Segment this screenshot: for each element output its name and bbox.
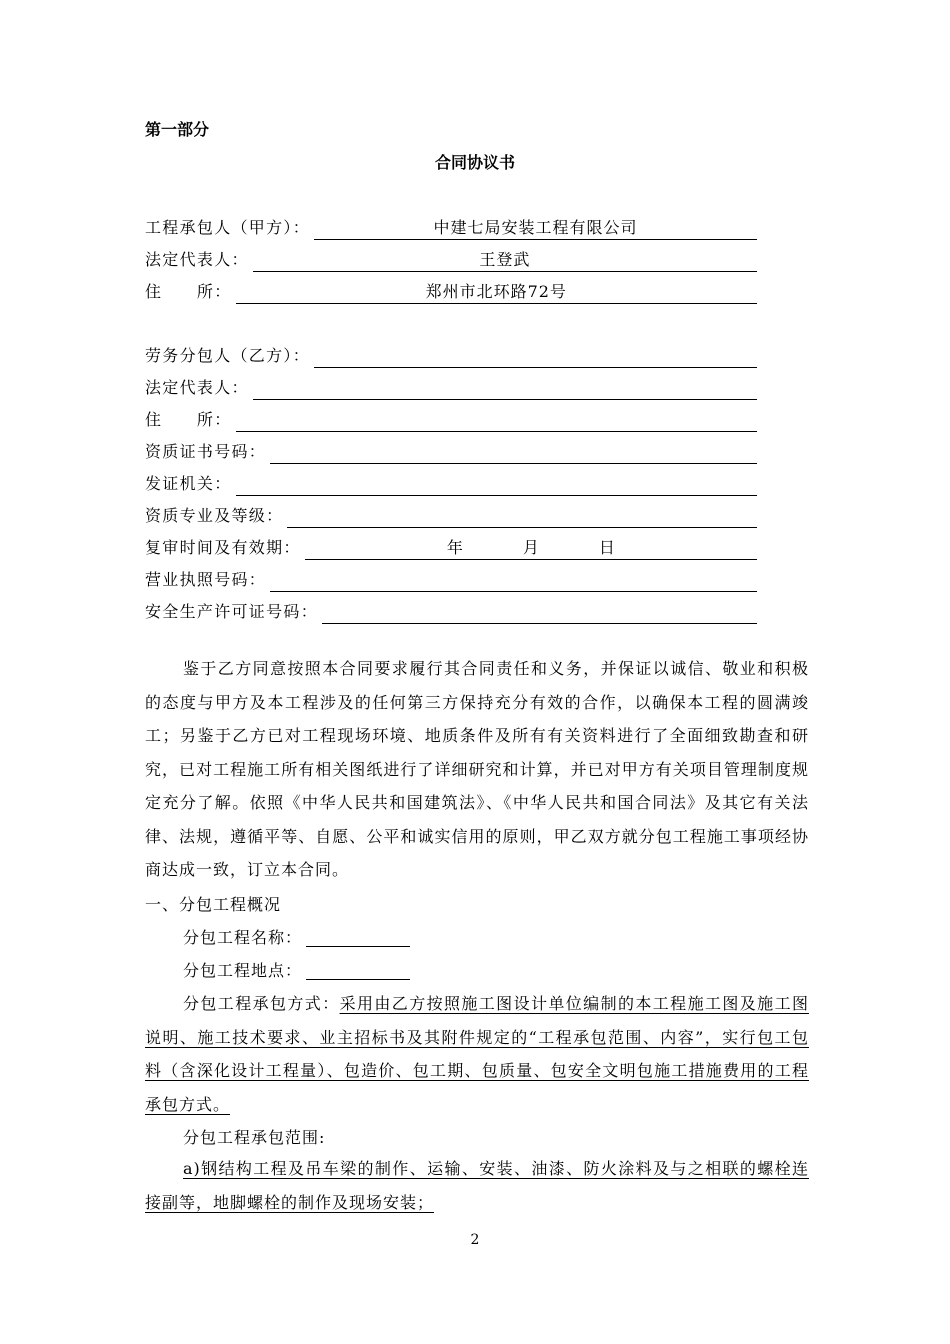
project-location-row [183,958,410,981]
date-year: 年 [446,538,463,557]
page-number: 2 [470,1232,480,1248]
field-label: 安全生产许可证号码： [145,602,319,621]
field-label: 法定代表人： [145,250,249,269]
field-line[interactable] [236,281,757,304]
field-line[interactable] [253,377,757,400]
field-issuer [145,472,757,496]
field-contractor [145,216,757,240]
field-label: 资质证书号码： [145,442,267,461]
field-address-b [145,408,757,432]
field-address-a [145,280,757,304]
field-line[interactable] [322,601,757,624]
field-license-no [145,568,757,592]
field-value: 郑州市北环路72号 [425,282,567,301]
project-location-label: 分包工程地点： [183,961,303,980]
field-legal-rep-b [145,376,757,400]
field-safety-license [145,600,757,624]
field-label: 住 所： [145,410,232,429]
field-label: 法定代表人： [145,378,249,397]
field-subcontractor [145,344,757,368]
preamble-paragraph: 鉴于乙方同意按照本合同要求履行其合同责任和义务，并保证以诚信、敬业和积极的态度与甲方及本工程涉及的任何第三方保持充分有效的合作，以确保本工程的圆满竣工；另鉴于乙方已对工程现场环境、地质条件及所有有关资料进行了全面细致勘查和研究，已对工程施工所有相关图纸进行了详细研究和计算，并已对甲方有关项目管理制度规定充分了解。依照《中华人民共和国建筑法》、《中华人民共和国合同法》及其它有关法律、法规，遵循平等、自愿、公平和诚实信用的原则，甲乙双方就分包工程施工事项经协商达成一致，订立本合同。 [145,659,809,879]
date-month: 月 [522,538,539,557]
project-name-row [183,925,410,948]
field-line[interactable] [253,249,757,272]
scope-a-text: a)钢结构工程及吊车梁的制作、运输、安装、油漆、防火涂料及与之相联的螺栓连接副等，地脚螺栓的制作及现场安装； [145,1159,809,1212]
field-label: 复审时间及有效期： [145,538,301,557]
field-line[interactable] [305,537,757,560]
scope-a-paragraph [145,1152,809,1219]
field-label: 营业执照号码： [145,570,267,589]
section1-heading: 一、分包工程概况 [145,895,282,914]
field-label: 发证机关： [145,474,232,493]
document-title: 合同协议书 [434,153,515,172]
field-label: 劳务分包人（乙方）： [145,346,311,365]
field-line[interactable] [314,217,757,240]
contract-method-text: 采用由乙方按照施工图设计单位编制的本工程施工图及施工图说明、施工技术要求、业主招标书及其附件规定的“工程承包范围、内容”，实行包工包料（含深化设计工程量）、包造价、包工期、包质量、包安全文明包施工措施费用的工程承包方式。 [145,994,809,1114]
field-legal-rep-a [145,248,757,272]
contract-method-label: 分包工程承包方式： [183,994,340,1013]
project-name-blank[interactable] [306,928,410,947]
project-name-label: 分包工程名称： [183,928,303,947]
field-line[interactable] [236,409,757,432]
field-line[interactable] [314,345,757,368]
field-line[interactable] [270,441,757,464]
field-label: 住 所： [145,282,232,301]
date-parts [305,535,757,558]
part-heading: 第一部分 [145,120,210,139]
field-qualification [145,504,757,528]
field-line[interactable] [287,505,757,528]
date-day: 日 [598,538,615,557]
field-line[interactable] [236,473,757,496]
field-label: 资质专业及等级： [145,506,284,525]
scope-label: 分包工程承包范围: [183,1128,326,1147]
field-line[interactable] [270,569,757,592]
field-cert-no [145,440,757,464]
field-label: 工程承包人（甲方）： [145,218,311,237]
contract-method-paragraph [145,987,809,1121]
field-value: 王登武 [479,250,531,269]
project-location-blank[interactable] [306,961,410,980]
field-value: 中建七局安装工程有限公司 [433,218,638,237]
field-review-date [145,536,757,560]
